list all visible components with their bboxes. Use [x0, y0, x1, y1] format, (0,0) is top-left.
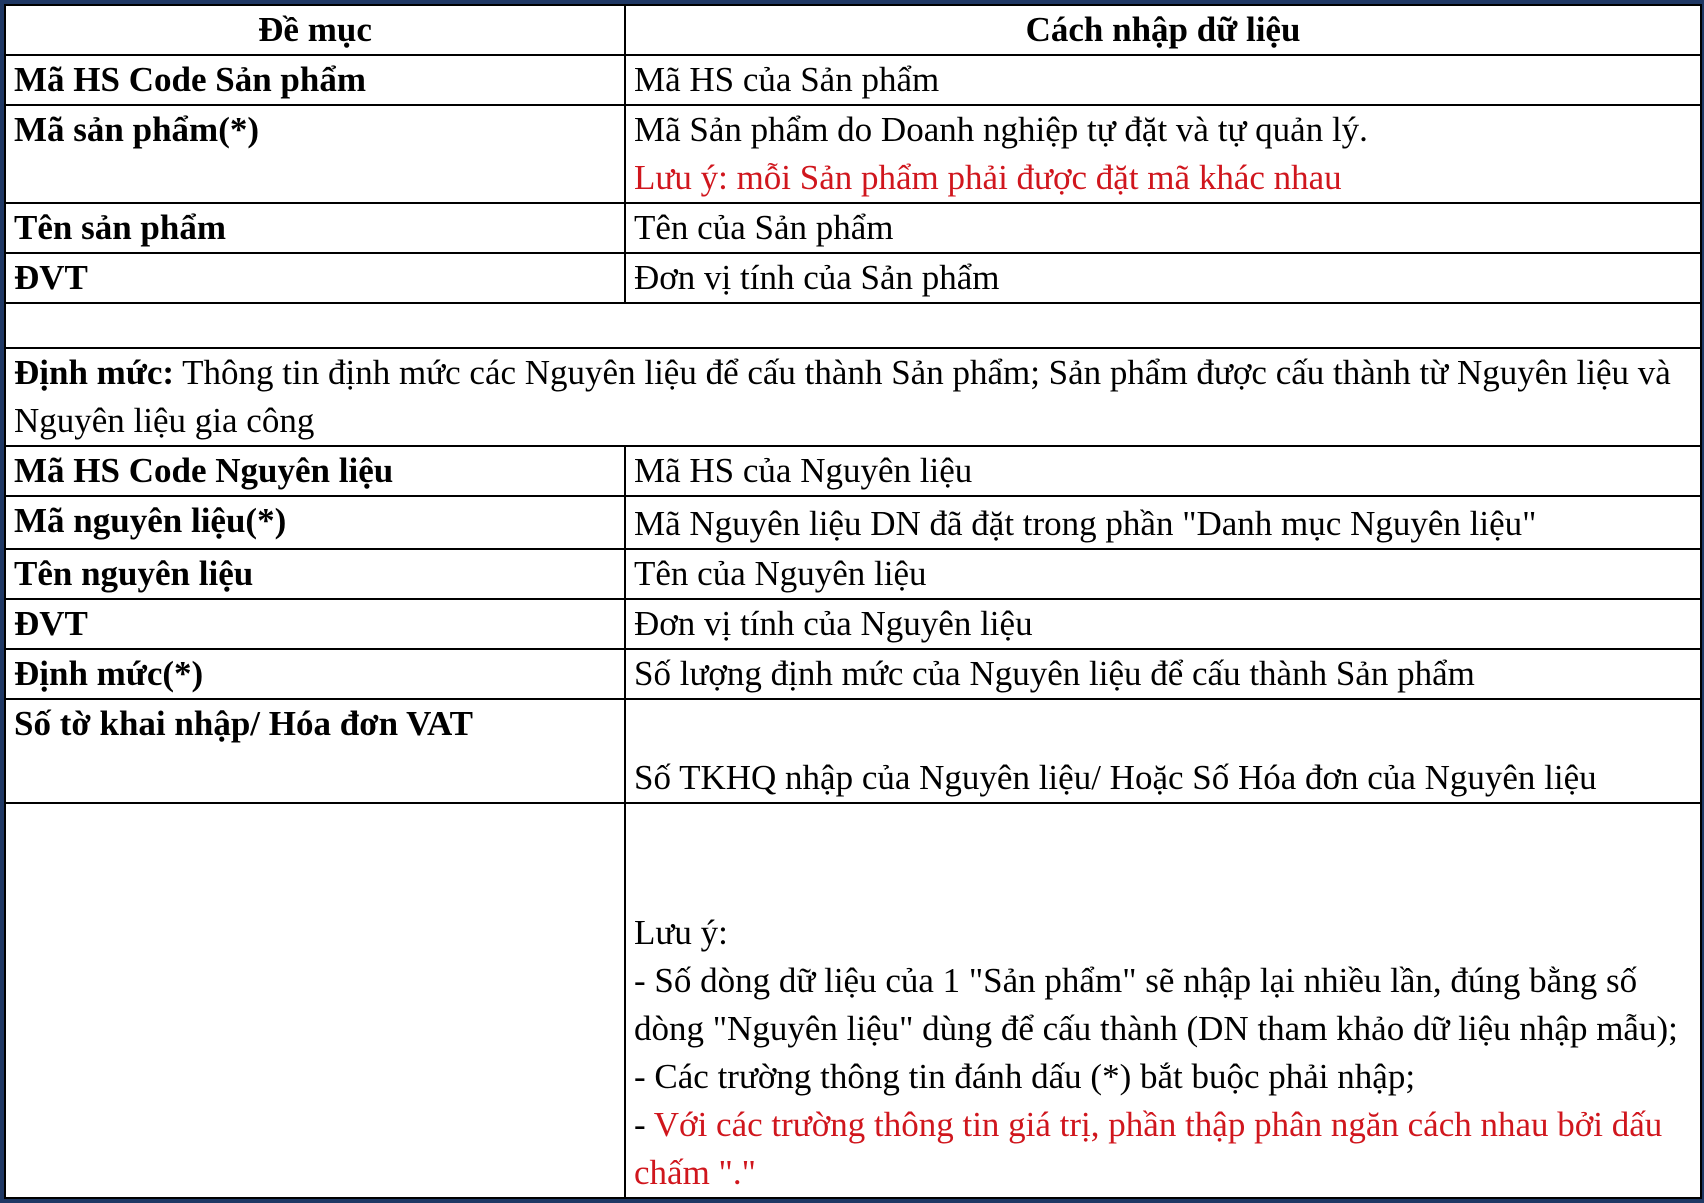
notes-title: Lưu ý: [634, 913, 728, 952]
empty-spacer-row [5, 303, 1701, 348]
table-row [5, 446, 1701, 496]
notes-line-2: - Các trường thông tin đánh dấu (*) bắt buộc phải nhập; [634, 1057, 1416, 1096]
section-row [5, 348, 1701, 446]
section-cell [5, 348, 1701, 446]
table-row [5, 649, 1701, 699]
table-row [5, 55, 1701, 105]
notes-line-3-prefix: - [634, 1105, 654, 1144]
header-col-title: Đề mục [5, 5, 625, 55]
row-desc: Đơn vị tính của Sản phẩm [625, 253, 1701, 303]
table-row [5, 599, 1701, 649]
header-col-input-method: Cách nhập dữ liệu [625, 5, 1701, 55]
row-warning-note: Lưu ý: mỗi Sản phẩm phải được đặt mã khác nhau [634, 158, 1342, 197]
row-desc: Mã HS của Nguyên liệu [625, 446, 1701, 496]
empty-cell [5, 303, 1701, 348]
instruction-table-frame [4, 4, 1700, 1199]
row-label: ĐVT [5, 253, 625, 303]
row-desc: Mã Sản phẩm do Doanh nghiệp tự đặt và tự quản lý. [634, 110, 1368, 149]
header-row [5, 5, 1701, 55]
row-label: ĐVT [5, 599, 625, 649]
table-row [5, 549, 1701, 599]
row-desc: Tên của Nguyên liệu [625, 549, 1701, 599]
row-label: Mã HS Code Nguyên liệu [5, 446, 625, 496]
notes-cell [625, 803, 1701, 1198]
notes-line-3 [634, 1101, 1692, 1197]
row-label: Tên nguyên liệu [5, 549, 625, 599]
table-row [5, 105, 1701, 203]
table-row [5, 253, 1701, 303]
row-label: Số tờ khai nhập/ Hóa đơn VAT [5, 699, 625, 803]
row-desc: Mã HS của Sản phẩm [625, 55, 1701, 105]
table-row [5, 699, 1701, 803]
notes-row [5, 803, 1701, 1198]
row-desc: Đơn vị tính của Nguyên liệu [625, 599, 1701, 649]
notes-line-1: - Số dòng dữ liệu của 1 "Sản phẩm" sẽ nhập lại nhiều lần, đúng bằng số dòng "Nguyên liệu" dùng để cấu thành (DN tham khảo dữ liệu nhập mẫu); [634, 961, 1678, 1048]
table-row [5, 496, 1701, 549]
notes-line-3-warning: Với các trường thông tin giá trị, phần thập phân ngăn cách nhau bởi dấu chấm "." [634, 1105, 1663, 1192]
row-desc: Số lượng định mức của Nguyên liệu để cấu thành Sản phẩm [625, 649, 1701, 699]
row-desc-with-note [625, 105, 1701, 203]
row-desc: Tên của Sản phẩm [625, 203, 1701, 253]
section-text: Thông tin định mức các Nguyên liệu để cấu thành Sản phẩm; Sản phẩm được cấu thành từ Nguyên liệu và Nguyên liệu gia công [14, 353, 1671, 440]
instruction-table [4, 4, 1702, 1199]
row-label: Định mức(*) [5, 649, 625, 699]
row-label: Mã HS Code Sản phẩm [5, 55, 625, 105]
row-desc: Số TKHQ nhập của Nguyên liệu/ Hoặc Số Hóa đơn của Nguyên liệu [625, 699, 1701, 803]
notes-empty-cell [5, 803, 625, 1198]
table-row [5, 203, 1701, 253]
row-desc: Mã Nguyên liệu DN đã đặt trong phần "Danh mục Nguyên liệu" [625, 496, 1701, 549]
row-label: Mã nguyên liệu(*) [5, 496, 625, 549]
row-label: Tên sản phẩm [5, 203, 625, 253]
section-title: Định mức: [14, 353, 175, 392]
row-label: Mã sản phẩm(*) [5, 105, 625, 203]
